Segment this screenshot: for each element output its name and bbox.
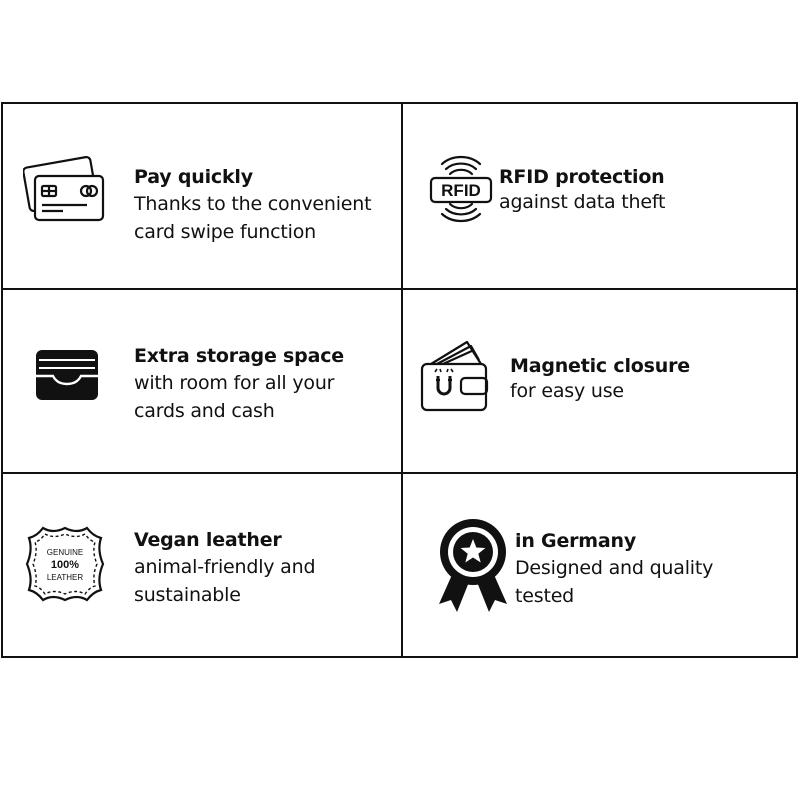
rfid-icon bbox=[428, 142, 494, 236]
feature-magnetic-closure bbox=[403, 290, 799, 472]
award-ribbon-icon bbox=[435, 516, 511, 616]
feature-description: Designed and quality tested bbox=[515, 557, 714, 607]
feature-description: animal-friendly and sustainable bbox=[134, 556, 316, 606]
feature-rfid-protection bbox=[403, 104, 799, 286]
feature-title: Magnetic closure bbox=[510, 355, 690, 377]
leather-badge-icon bbox=[23, 522, 107, 606]
features-grid bbox=[1, 102, 798, 658]
feature-description: against data theft bbox=[499, 191, 666, 213]
leather-badge-bottom-label: LEATHER bbox=[46, 573, 84, 582]
feature-description: with room for all your cards and cash bbox=[134, 372, 335, 422]
rfid-icon-label: RFID bbox=[441, 181, 481, 200]
feature-extra-storage bbox=[3, 290, 399, 472]
feature-title: in Germany bbox=[515, 530, 637, 552]
credit-card-icon bbox=[23, 152, 107, 226]
feature-title: Vegan leather bbox=[134, 529, 282, 551]
feature-vegan-leather bbox=[3, 474, 399, 656]
card-holder-icon bbox=[33, 348, 101, 404]
feature-description: for easy use bbox=[510, 380, 624, 402]
leather-badge-top-label: GENUINE bbox=[46, 548, 84, 557]
feature-pay-quickly bbox=[3, 104, 399, 286]
feature-description: Thanks to the convenient card swipe function bbox=[134, 193, 372, 243]
feature-title: Extra storage space bbox=[134, 345, 344, 367]
feature-title: RFID protection bbox=[499, 166, 665, 188]
leather-badge-middle-label: 100% bbox=[50, 559, 80, 571]
feature-title: Pay quickly bbox=[134, 166, 253, 188]
magnetic-wallet-icon bbox=[419, 338, 491, 414]
feature-in-germany bbox=[403, 474, 799, 656]
